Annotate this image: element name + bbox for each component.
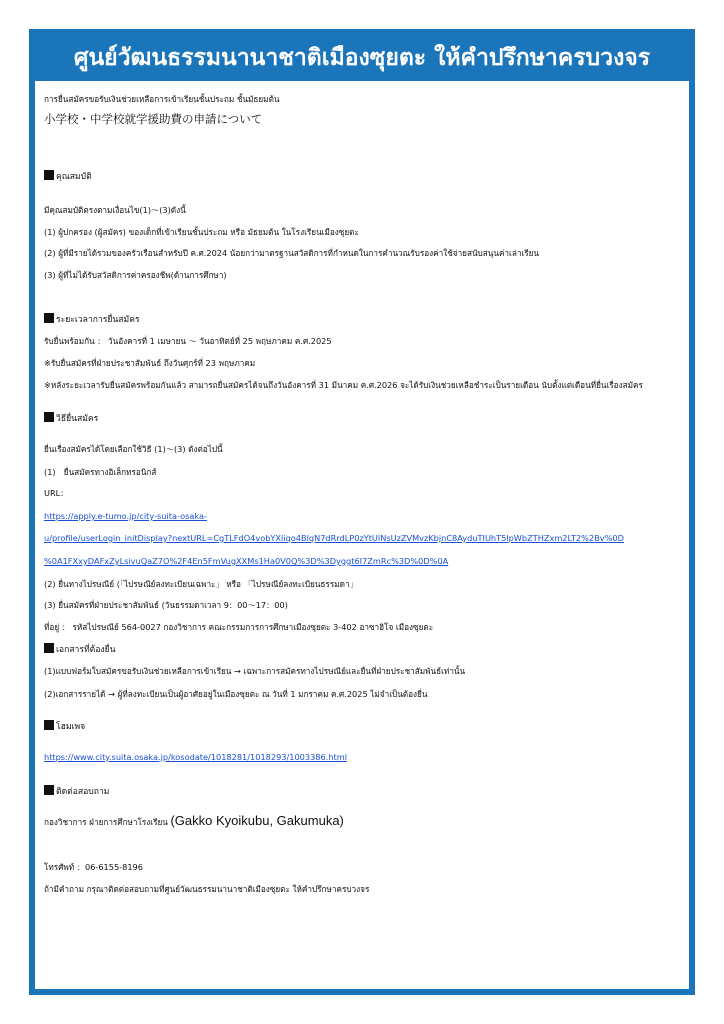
qualifications-heading bbox=[44, 169, 92, 183]
square-bullet-icon bbox=[44, 313, 54, 323]
subtitle-japanese: 小学校・中学校就学援助費の申請について bbox=[44, 112, 263, 126]
contact-department-thai: กองวิชาการ ฝ่ายการศึกษาโรงเรียน bbox=[44, 817, 168, 827]
homepage-heading bbox=[44, 719, 85, 733]
method-online: (1) ยื่นสมัครทางอิเล็กทรอนิกส์ bbox=[44, 467, 157, 477]
banner-title: ศูนย์วัฒนธรรมนานาชาติเมืองซุยตะ ให้คำปรึกษาครบวงจร bbox=[35, 35, 689, 81]
application-url-line-3[interactable]: %0A1FXxyDAFxZyLsivuQaZ7O%2F4En5FmVugXXMs1Ha0V0Q%3D%3Dyggt6I7ZmRc%3D%0D%0A bbox=[44, 556, 449, 566]
homepage-url[interactable]: https://www.city.suita.osaka.jp/kosodate/1018281/1018293/1003386.html bbox=[44, 752, 347, 762]
qualification-item-3: (3) ผู้ที่ไม่ได้รับสวัสดิการค่าครองชีพ(ด้านการศึกษา) bbox=[44, 270, 227, 280]
application-url-line-1[interactable]: https://apply.e-tumo.jp/city-suita-osaka- bbox=[44, 511, 207, 521]
square-bullet-icon bbox=[44, 785, 54, 795]
period-heading-label: ระยะเวลาการยื่นสมัคร bbox=[56, 315, 140, 325]
contact-note: ถ้ามีคำถาม กรุณาติดต่อสอบถามที่ศูนย์วัฒนธรรมนานาชาติเมืองซุยตะ ให้คำปรึกษาครบวงจร bbox=[44, 884, 370, 894]
contact-department-english: (Gakko Kyoikubu, Gakumuka) bbox=[170, 813, 344, 828]
method-heading-label: วิธียื่นสมัคร bbox=[56, 414, 99, 424]
period-item-1: รับยื่นพร้อมกัน ： วันอังคารที่ 1 เมษายน ～ วันอาทิตย์ที่ 25 พฤษภาคม ค.ศ.2025 bbox=[44, 336, 332, 346]
qualifications-heading-label: คุณสมบัติ bbox=[56, 172, 92, 182]
url-label: URL： bbox=[44, 488, 69, 498]
square-bullet-icon bbox=[44, 170, 54, 180]
documents-item-1: (1)แบบฟอร์มใบสมัครขอรับเงินช่วยเหลือการเข้าเรียน → เฉพาะการสมัครทางไปรษณีย์และยื่นที่ฝ่ายประชาสัมพันธ์เท่านั้น bbox=[44, 666, 466, 676]
document-frame bbox=[29, 29, 695, 995]
method-counter: (3) ยื่นสมัครที่ฝ่ายประชาสัมพันธ์ (วันธรรมดาเวลา 9：00～17：00) bbox=[44, 600, 288, 610]
square-bullet-icon bbox=[44, 643, 54, 653]
period-item-2: ※รับยื่นสมัครที่ฝ่ายประชาสัมพันธ์ ถึงวันศุกร์ที่ 23 พฤษภาคม bbox=[44, 358, 256, 368]
period-heading bbox=[44, 312, 140, 326]
method-lead: ยื่นเรื่องสมัครได้โดยเลือกใช้วิธี (1)～(3) ดังต่อไปนี้ bbox=[44, 444, 223, 454]
contact-heading bbox=[44, 784, 109, 798]
document-content bbox=[44, 87, 681, 981]
documents-heading-label: เอกสารที่ต้องยื่น bbox=[56, 645, 116, 655]
documents-heading bbox=[44, 642, 116, 656]
application-url-line-2[interactable]: u/profile/userLogin_initDisplay?nextURL=CgTLFdO4vobYXliqo4BlqN7dRrdLP0zYtUlNsUzZVMvzKbjnC8AyduTIUhT5lpWbZTHZxm2LT2%2Bv%0D bbox=[44, 533, 624, 543]
homepage-heading-label: โฮมเพจ bbox=[56, 722, 86, 732]
contact-department bbox=[44, 813, 344, 829]
square-bullet-icon bbox=[44, 412, 54, 422]
contact-phone: โทรศัพท์ ：06-6155-8196 bbox=[44, 862, 143, 872]
method-post: (2) ยื่นทางไปรษณีย์ (「ไปรษณีย์ลงทะเบียนเฉพาะ」 หรือ 「ไปรษณีย์ลงทะเบียนธรรมดา」 bbox=[44, 579, 358, 589]
period-item-3: ※หลังระยะเวลารับยื่นสมัครพร้อมกันแล้ว สามารถยื่นสมัครได้จนถึงวันอังคารที่ 31 มีนาคม ค.ศ.2026 จะได้รับเงินช่วยเหลือชำระเป็นรายเดือน นับตั้งแต่เดือนที่ยื่นเรื่องสมัคร bbox=[44, 380, 643, 390]
qualification-item-2: (2) ผู้ที่มีรายได้รวมของครัวเรือนสำหรับปี ค.ศ.2024 น้อยกว่ามาตรฐานสวัสดิการที่กำหนดในการคำนวณรับรองค่าใช้จ่ายสนับสนุนค่าเล่าเรียน bbox=[44, 248, 540, 258]
subtitle-thai: การยื่นสมัครขอรับเงินช่วยเหลือการเข้าเรียนชั้นประถม ชั้นมัธยมต้น bbox=[44, 94, 280, 104]
qualification-item-1: (1) ผู้ปกครอง (ผู้สมัคร) ของเด็กที่เข้าเรียนชั้นประถม หรือ มัธยมต้น ในโรงเรียนเมืองซุยตะ bbox=[44, 227, 359, 237]
square-bullet-icon bbox=[44, 720, 54, 730]
contact-heading-label: ติดต่อสอบถาม bbox=[56, 787, 110, 797]
method-address: ที่อยู่ ： รหัสไปรษณีย์ 564-0027 กองวิชาการ คณะกรรมการการศึกษาเมืองซุยตะ 3-402 อาซาฮิโจ เมืองซุยตะ bbox=[44, 622, 434, 632]
qualifications-lead: มีคุณสมบัติตรงตามเงื่อนไข(1)～(3)ดังนี้ bbox=[44, 205, 186, 215]
documents-item-2: (2)เอกสารรายได้ → ผู้ที่ลงทะเบียนเป็นผู้อาศัยอยู่ในเมืองซุยตะ ณ วันที่ 1 มกราคม ค.ศ.2025 ไม่จำเป็นต้องยื่น bbox=[44, 689, 428, 699]
method-heading bbox=[44, 411, 98, 425]
